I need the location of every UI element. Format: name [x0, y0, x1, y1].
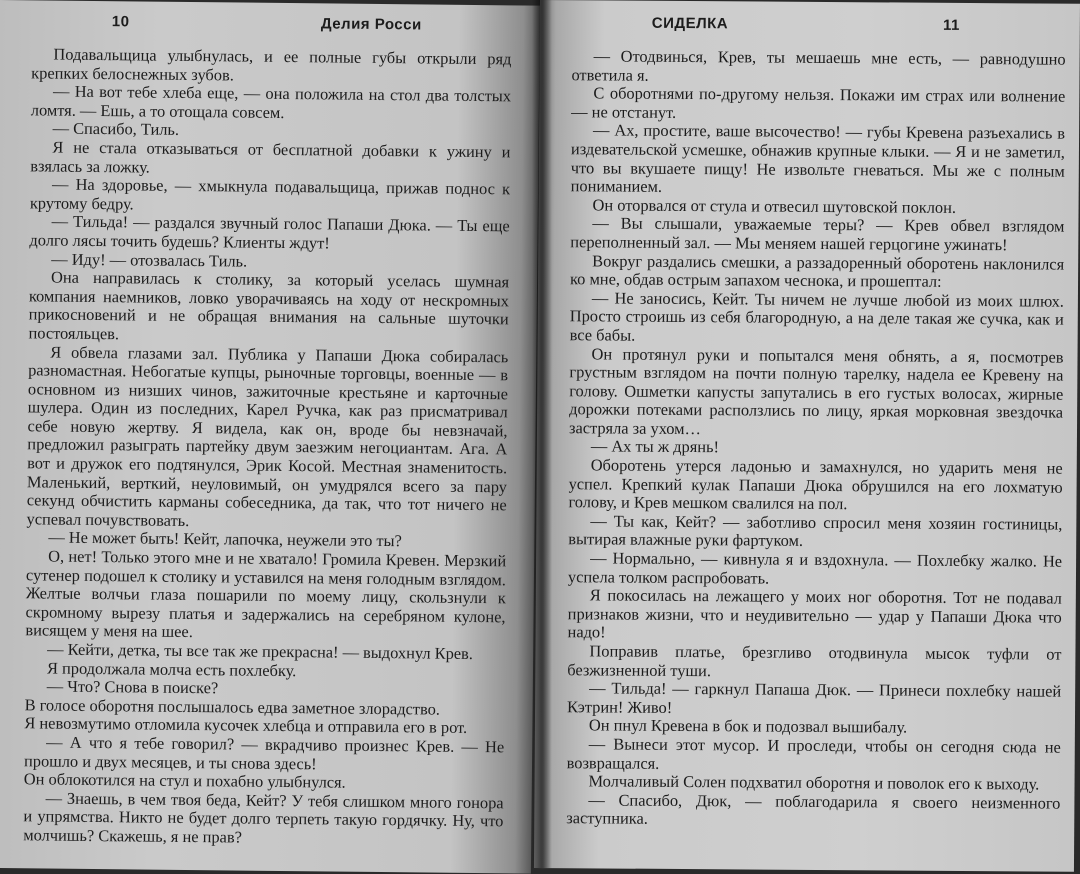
paragraph: Оборотень утерся ладонью и замахнулся, но ударить меня не успел. Крепкий кулак Папаши Дюка обрушился на его лохматую голову, и Крев мешком свалился на пол. — [568, 455, 1063, 514]
right-page-number: 11 — [942, 16, 960, 34]
paragraph: Я продолжала молча есть похлебку. — [46, 658, 297, 680]
right-running-head — [572, 14, 1066, 34]
paragraph: — На здоровье, — хмыкнула подавальщица, прижав поднос к крутому бедру. — [29, 174, 511, 214]
paragraph: Он протянул руки и попытался меня обнять, а я, посмотрев грустным взглядом на почти полную тарелку, надела ее Кревену на голову. Ошметки капусты запутались в его густых волосах, жирные дорожки потеками расползлись по лицу, яркая морковная звездочка застряла за ухом… — [568, 343, 1064, 439]
paragraph: Поправив платье, брезгливо отодвинула мысок туфли от безжизненной туши. — [567, 641, 1062, 680]
paragraph: Я не стала отказываться от бесплатной добавки к ужину и взялась за ложку. — [30, 137, 511, 177]
paragraph: Вокруг раздались смешки, а раззадоренный оборотень наклонился ко мне, обдав острым запахом чеснока, и прошептал: — [569, 250, 1065, 291]
paragraph: Молчаливый Солен подхватил оборотня и поволок его к выходу. — [588, 771, 1040, 794]
paragraph: — Кейти, детка, ты все так же прекрасна! — выдохнул Крев. — [47, 639, 474, 663]
paragraph: Она направилась к столику, за который уселась шумная компания наемников, ловко уворачиваясь на ходу от нескромных прикосновений и не обращая внимания на сальные шуточки постояльцев. — [28, 267, 510, 344]
paragraph: Он облокотился на стул и похабно улыбнулся. — [23, 769, 346, 792]
paragraph: — Иду! — отозвалась Тиль. — [51, 249, 248, 271]
paragraph: — Вынеси этот мусор. И проследи, чтобы он сегодня сюда не возвращался. — [566, 734, 1061, 773]
paragraph: — Вы слышали, уважаемые теры? — Крев обвел взглядом переполненный зал. — Мы меняем нашей герцогине ужинать! — [570, 213, 1065, 255]
paragraph: Он оторвался от стула и отвесил шутовской поклон. — [592, 195, 957, 217]
left-page-number: 10 — [111, 13, 130, 31]
paragraph: Подавальщица улыбнулась, и ее полные губы открыли ряд крепких белоснежных зубов. — [31, 44, 512, 85]
paragraph: В голосе оборотня послышалось едва заметное злорадство. — [24, 695, 441, 719]
paragraph: О, нет! Только этого мне и не хватало! Громила Кревен. Мерзкий сутенер подошел к столику и уставился на меня голодным взглядом. Желтые волчьи глаза пошарили по моему лицу, скользнули к скромному вырезу платья и задержались на серебряном кулоне, висящем у меня на шее. — [25, 546, 507, 642]
left-page-text — [23, 45, 511, 850]
right-page — [534, 0, 1080, 872]
paragraph: С оборотнями по-другому нельзя. Покажи им страх или волнение — не отстанут. — [571, 83, 1066, 122]
paragraph: Я невозмутимо отломила кусочек хлебца и отправила его в рот. — [24, 713, 468, 738]
paragraph: Я покосилась на лежащего у моих ног оборотня. Тот не подавал признаков жизни, что и неудивительно — удар у Папаши Дюка что надо! — [567, 585, 1062, 642]
left-running-head — [32, 12, 512, 34]
paragraph: Он пнул Кревена в бок и подозвал вышибалу. — [588, 715, 908, 737]
paragraph: — Ах, простите, ваше высочество! — губы Кревена разъехались в издевательской усмешке, обнажив крупные клыки. — Я и не заметил, что вы вкушаете пищу! Не извольте гневаться. Мы же с полным пониманием. — [570, 120, 1066, 197]
left-running-title: Делия Росси — [320, 15, 422, 34]
paragraph: — Тильда! — раздался звучный голос Папаши Дюка. — Ты еще долго лясы точить будешь? Клиенты ждут! — [29, 211, 510, 253]
paragraph: — Ты как, Кейт? — заботливо спросил меня хозяин гостиницы, вытирая влажные руки фартуком. — [568, 511, 1063, 551]
paragraph: — А что я тебе говорил? — вкрадчиво произнес Крев. — Не прошло и двух месяцев, и ты снова здесь! — [23, 732, 505, 773]
paragraph: — Ах ты ж дрянь! — [590, 436, 720, 457]
right-running-title: СИДЕЛКА — [651, 14, 729, 33]
paragraph: — Спасибо, Тиль. — [52, 118, 180, 140]
paragraph: — На вот тебе хлеба еще, — она положила на стол два толстых ломтя. — Ешь, а то отощала совсем. — [30, 81, 512, 122]
paragraph: — Нормально, — кивнула я и вздохнула. — Похлебку жалко. Не успела толком распробовать. — [567, 548, 1063, 588]
paragraph: — Знаешь, в чем твоя беда, Кейт? У тебя слишком много гонора и упрямства. Никто не будет долго терпеть такую гордячку. Ну, что молчишь? Скажешь, я не прав? — [23, 788, 504, 847]
paragraph: — Не заносись, Кейт. Ты ничем не лучше любой из моих шлюх. Просто строишь из себя благородную, а на деле такая же сучка, как и все бабы. — [569, 288, 1064, 345]
paragraph: — Спасибо, Дюк, — поблагодарила я своего неизменного заступника. — [566, 790, 1061, 829]
right-page-text — [566, 47, 1065, 831]
paragraph: — Отодвинься, Крев, ты мешаешь мне есть, — равнодушно ответила я. — [571, 46, 1066, 85]
paragraph: — Тильда! — гаркнул Папаша Дюк. — Принеси похлебку нашей Кэтрин! Живо! — [567, 678, 1062, 717]
paragraph: Я обвела глазами зал. Публика у Папаши Дюка собиралась разномастная. Небогатые купцы, рыночные торговцы, военные — в основном из низших чинов, зажиточные крестьяне и карточные шулера. Один из последних, Карел Ручка, как раз присматривал себе новую жертву. Я видела, как он, вроде бы невзначай, предложил разыграть партейку двум заезжим негоциантам. Ага. А вот и дружок его подтянулся, Эрик Косой. Местная знаменитость. Маленький, верткий, неуловимый, он умудрялся всего за пару секунд обчистить карманы собеседника, да так, что тот ничего не успевал почувствовать. — [26, 342, 509, 530]
paragraph: — Не может быть! Кейт, лапочка, неужели это ты? — [48, 527, 402, 551]
paragraph: — Что? Снова в поиске? — [46, 676, 219, 698]
